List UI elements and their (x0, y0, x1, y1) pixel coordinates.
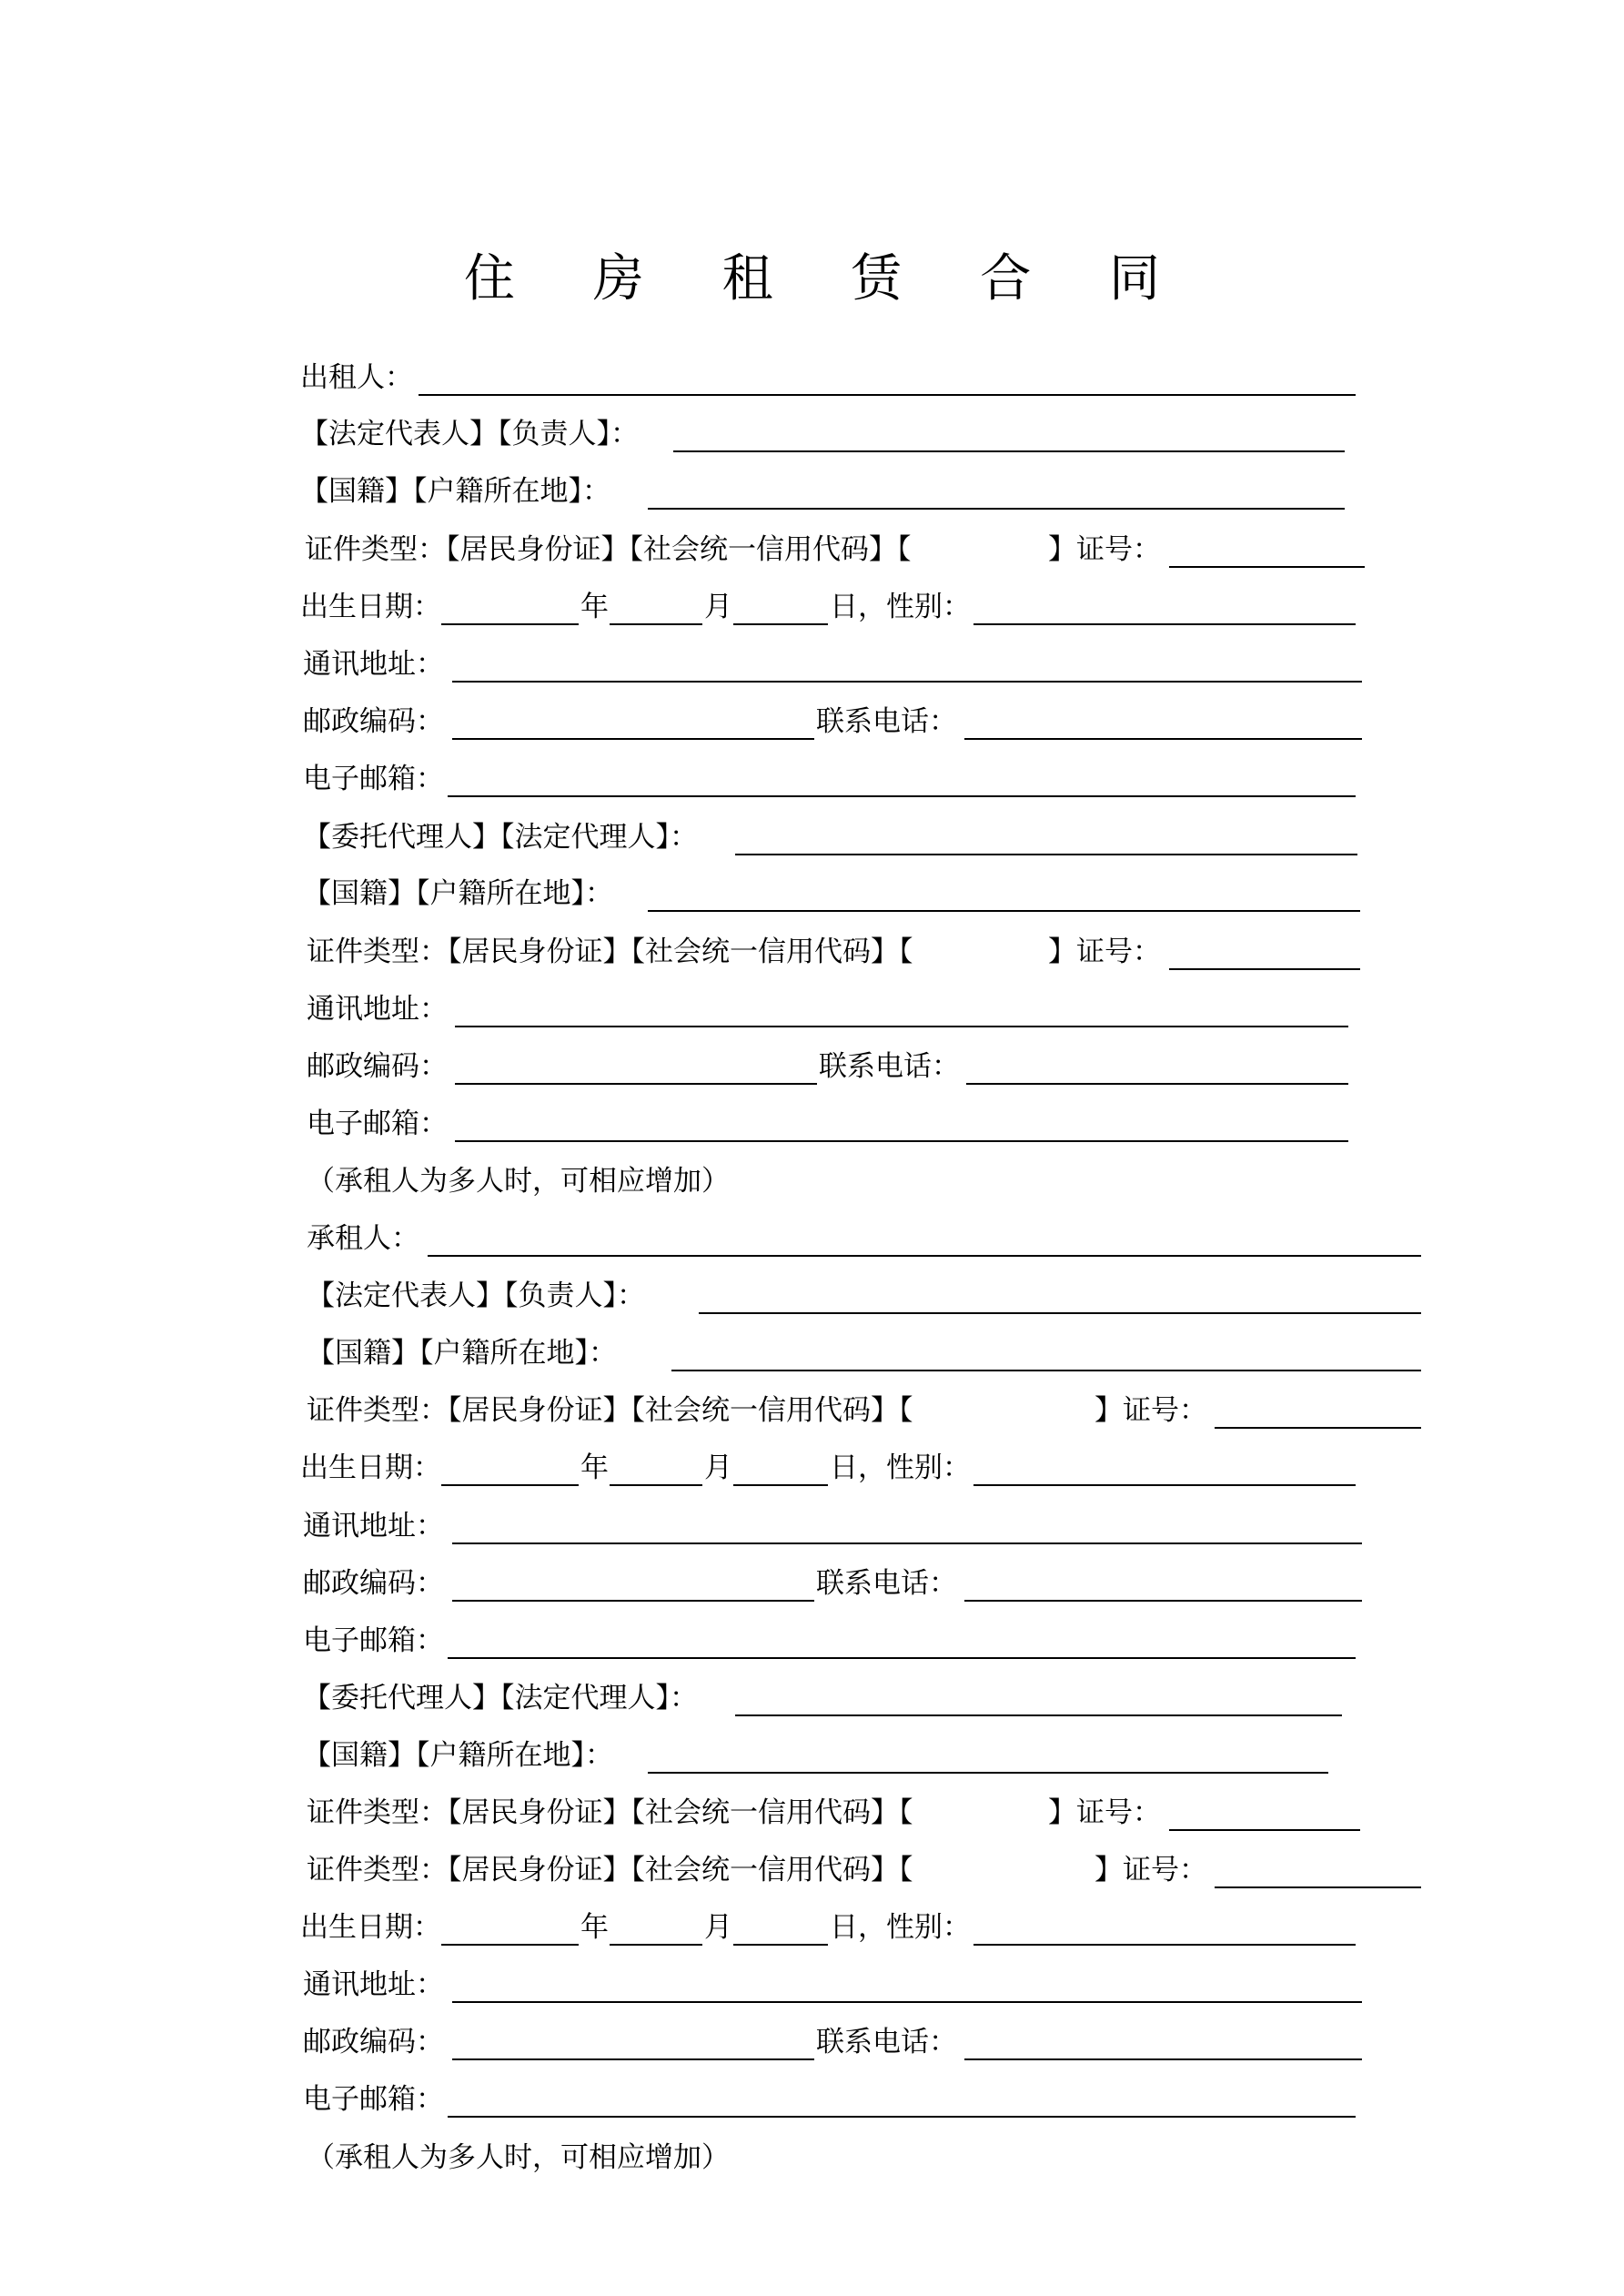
form-line (0, 814, 1624, 860)
field-label: 电子邮箱： (303, 1624, 444, 1657)
field-label: 联系电话： (816, 1567, 957, 1600)
fill-in-blank[interactable] (455, 1026, 1348, 1027)
fill-in-blank[interactable] (610, 1484, 702, 1486)
field-label: 日，性别： (830, 1911, 971, 1944)
form-line (0, 1216, 1624, 1261)
fill-in-blank[interactable] (419, 394, 1356, 396)
field-label: 证件类型：【居民身份证】【社会统一信用代码】【 (307, 1394, 913, 1427)
form-line (0, 1388, 1624, 1433)
fill-in-blank[interactable] (1215, 1886, 1421, 1888)
form-line (0, 2077, 1624, 2122)
form-line (0, 642, 1624, 687)
field-label: 出生日期： (300, 1451, 441, 1484)
field-label: 联系电话： (816, 2026, 957, 2058)
fill-in-blank[interactable] (1169, 566, 1365, 568)
field-label: 【委托代理人】【法定代理人】： (303, 1682, 698, 1714)
form-line (0, 1905, 1624, 1950)
form-line (0, 871, 1624, 916)
fill-in-blank[interactable] (441, 1944, 579, 1946)
field-label: 电子邮箱： (303, 763, 444, 795)
field-label: 邮政编码： (303, 2026, 444, 2058)
field-label: 日，性别： (830, 591, 971, 623)
field-label: （承租人为多人时，可相应增加） (307, 1165, 730, 1198)
form-line (0, 1675, 1624, 1721)
field-label: 】证号： (1048, 1796, 1161, 1829)
form-line (0, 469, 1624, 514)
field-label: 【法定代表人】【负责人】： (307, 1279, 645, 1312)
field-label: 联系电话： (819, 1050, 960, 1083)
form-line (0, 1044, 1624, 1089)
form-line (0, 411, 1624, 457)
fill-in-blank[interactable] (671, 1370, 1421, 1371)
fill-in-blank[interactable] (735, 1714, 1342, 1716)
fill-in-blank[interactable] (448, 795, 1356, 797)
field-label: 】证号： (1048, 533, 1161, 566)
field-label: 通讯地址： (307, 993, 448, 1026)
form-line (0, 1733, 1624, 1778)
field-label: 月 (704, 1451, 732, 1484)
fill-in-blank[interactable] (441, 1484, 579, 1486)
fill-in-blank[interactable] (455, 1140, 1348, 1142)
form-line (0, 2019, 1624, 2065)
field-label: 出生日期： (300, 1911, 441, 1944)
fill-in-blank[interactable] (428, 1255, 1421, 1257)
field-label: 【委托代理人】【法定代理人】： (303, 821, 698, 854)
fill-in-blank[interactable] (452, 1542, 1362, 1544)
fill-in-blank[interactable] (452, 1600, 814, 1602)
field-label: 承租人： (307, 1222, 419, 1255)
field-label: 证件类型：【居民身份证】【社会统一信用代码】【 (307, 936, 913, 968)
field-label: 通讯地址： (303, 648, 444, 681)
form-line (0, 1158, 1624, 1204)
form-line (0, 1790, 1624, 1836)
field-label: 【国籍】【户籍所在地】： (303, 1739, 613, 1772)
fill-in-blank[interactable] (455, 1083, 817, 1085)
fill-in-blank[interactable] (733, 623, 828, 625)
fill-in-blank[interactable] (964, 1600, 1362, 1602)
fill-in-blank[interactable] (733, 1944, 828, 1946)
fill-in-blank[interactable] (452, 681, 1362, 683)
field-label: 年 (580, 1451, 609, 1484)
field-label: 证件类型：【居民身份证】【社会统一信用代码】【 (305, 533, 912, 566)
form-line (0, 699, 1624, 744)
document-title: 住 房 租 赁 合 同 (463, 249, 1191, 308)
form-line (0, 756, 1624, 802)
fill-in-blank[interactable] (964, 738, 1362, 740)
fill-in-blank[interactable] (973, 1944, 1356, 1946)
field-label: 联系电话： (816, 705, 957, 738)
fill-in-blank[interactable] (735, 854, 1357, 855)
field-label: 电子邮箱： (303, 2083, 444, 2116)
field-label: 月 (704, 591, 732, 623)
fill-in-blank[interactable] (648, 910, 1360, 912)
fill-in-blank[interactable] (648, 1772, 1328, 1774)
fill-in-blank[interactable] (699, 1312, 1421, 1314)
fill-in-blank[interactable] (973, 1484, 1356, 1486)
field-label: 邮政编码： (307, 1050, 448, 1083)
field-label: 】证号： (1094, 1854, 1207, 1886)
fill-in-blank[interactable] (966, 1083, 1348, 1085)
fill-in-blank[interactable] (673, 450, 1345, 452)
field-label: 电子邮箱： (307, 1108, 448, 1140)
field-label: 【法定代表人】【负责人】： (300, 418, 639, 450)
fill-in-blank[interactable] (452, 2058, 814, 2060)
fill-in-blank[interactable] (1169, 968, 1360, 970)
field-label: 邮政编码： (303, 1567, 444, 1600)
field-label: 出生日期： (300, 591, 441, 623)
field-label: 证件类型：【居民身份证】【社会统一信用代码】【 (307, 1854, 913, 1886)
form-line (0, 1101, 1624, 1147)
field-label: 日，性别： (830, 1451, 971, 1484)
form-line (0, 1330, 1624, 1376)
form-line (0, 1962, 1624, 2008)
fill-in-blank[interactable] (648, 508, 1345, 510)
fill-in-blank[interactable] (610, 1944, 702, 1946)
field-label: （承租人为多人时，可相应增加） (307, 2141, 730, 2174)
fill-in-blank[interactable] (452, 2001, 1362, 2003)
fill-in-blank[interactable] (1169, 1829, 1360, 1831)
fill-in-blank[interactable] (452, 738, 814, 740)
fill-in-blank[interactable] (448, 1657, 1356, 1659)
fill-in-blank[interactable] (964, 2058, 1362, 2060)
field-label: 出租人： (300, 361, 413, 394)
form-line (0, 1273, 1624, 1319)
fill-in-blank[interactable] (1215, 1427, 1421, 1429)
field-label: 通讯地址： (303, 1510, 444, 1542)
fill-in-blank[interactable] (448, 2116, 1356, 2118)
fill-in-blank[interactable] (973, 623, 1356, 625)
field-label: 】证号： (1094, 1394, 1207, 1427)
form-line (0, 584, 1624, 630)
field-label: 证件类型：【居民身份证】【社会统一信用代码】【 (307, 1796, 913, 1829)
form-line (0, 2135, 1624, 2180)
form-line (0, 1618, 1624, 1664)
fill-in-blank[interactable] (441, 623, 579, 625)
field-label: 】证号： (1048, 936, 1161, 968)
field-label: 年 (580, 591, 609, 623)
form-line (0, 929, 1624, 975)
field-label: 通讯地址： (303, 1968, 444, 2001)
field-label: 【国籍】【户籍所在地】： (307, 1337, 617, 1370)
field-label: 月 (704, 1911, 732, 1944)
fill-in-blank[interactable] (733, 1484, 828, 1486)
field-label: 年 (580, 1911, 609, 1944)
form-line (0, 1445, 1624, 1491)
form-line (0, 986, 1624, 1032)
form-line (0, 1503, 1624, 1549)
form-line (0, 1561, 1624, 1606)
form-line (0, 355, 1624, 400)
form-line (0, 527, 1624, 572)
field-label: 【国籍】【户籍所在地】： (303, 877, 613, 910)
field-label: 【国籍】【户籍所在地】： (300, 475, 610, 508)
field-label: 邮政编码： (303, 705, 444, 738)
fill-in-blank[interactable] (610, 623, 702, 625)
form-line (0, 1847, 1624, 1893)
